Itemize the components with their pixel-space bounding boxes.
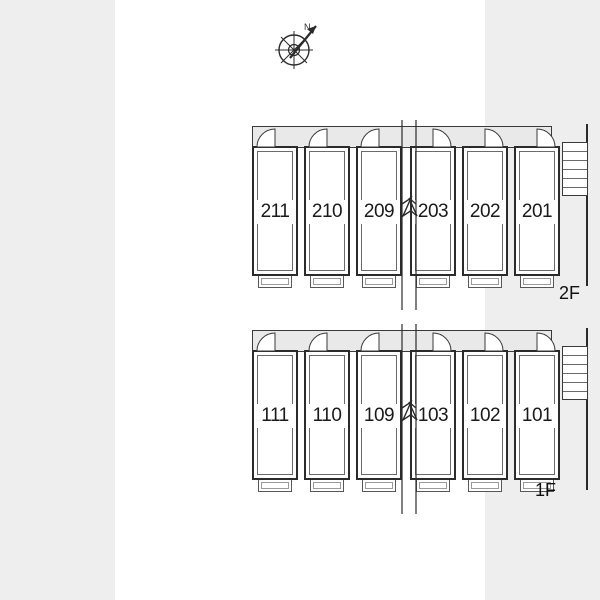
floor-1-block <box>252 330 582 510</box>
balcony <box>416 480 450 492</box>
door-swing-icon <box>536 128 556 148</box>
balcony <box>468 480 502 492</box>
unit-number: 202 <box>464 200 506 224</box>
unit-number: 101 <box>516 404 558 428</box>
unit-101[interactable] <box>514 350 560 480</box>
unit-number: 203 <box>412 200 454 224</box>
unit-number: 211 <box>254 200 296 224</box>
stairs-icon-1f <box>562 346 588 400</box>
stairs-icon-2f <box>562 142 588 196</box>
plan-canvas <box>115 0 581 600</box>
unit-201[interactable] <box>514 146 560 276</box>
balcony <box>362 276 396 288</box>
balcony <box>310 276 344 288</box>
door-swing-icon <box>360 332 380 352</box>
balcony <box>310 480 344 492</box>
balcony <box>416 276 450 288</box>
unit-number: 210 <box>306 200 348 224</box>
balcony <box>258 276 292 288</box>
floor-tag-2f: 2F <box>559 283 581 303</box>
wing-left-1f <box>252 350 402 480</box>
compass-north-label: N <box>304 22 311 32</box>
unit-109[interactable] <box>356 350 402 480</box>
unit-211[interactable] <box>252 146 298 276</box>
unit-111[interactable] <box>252 350 298 480</box>
unit-number: 111 <box>254 404 296 428</box>
unit-202[interactable] <box>462 146 508 276</box>
balcony <box>520 276 554 288</box>
door-swing-icon <box>360 128 380 148</box>
unit-110[interactable] <box>304 350 350 480</box>
door-swing-icon <box>308 128 328 148</box>
plan-break-symbol-1f <box>398 324 420 514</box>
door-swing-icon <box>432 332 452 352</box>
floor-2-block <box>252 126 582 306</box>
balcony <box>468 276 502 288</box>
unit-209[interactable] <box>356 146 402 276</box>
unit-number: 201 <box>516 200 558 224</box>
balcony <box>362 480 396 492</box>
door-swing-icon <box>308 332 328 352</box>
unit-number: 103 <box>412 404 454 428</box>
compass-rose-icon <box>270 18 326 74</box>
plan-break-symbol-2f <box>398 120 420 310</box>
unit-number: 209 <box>358 200 400 224</box>
balcony <box>258 480 292 492</box>
door-swing-icon <box>256 128 276 148</box>
wing-left-2f <box>252 146 402 276</box>
unit-number: 110 <box>306 404 348 428</box>
unit-number: 109 <box>358 404 400 428</box>
door-swing-icon <box>256 332 276 352</box>
door-swing-icon <box>484 128 504 148</box>
unit-210[interactable] <box>304 146 350 276</box>
unit-102[interactable] <box>462 350 508 480</box>
unit-number: 102 <box>464 404 506 428</box>
wing-right-1f <box>410 350 560 480</box>
door-swing-icon <box>432 128 452 148</box>
floor-tag-1f: 1F <box>535 480 557 500</box>
wing-right-2f <box>410 146 560 276</box>
door-swing-icon <box>536 332 556 352</box>
door-swing-icon <box>484 332 504 352</box>
